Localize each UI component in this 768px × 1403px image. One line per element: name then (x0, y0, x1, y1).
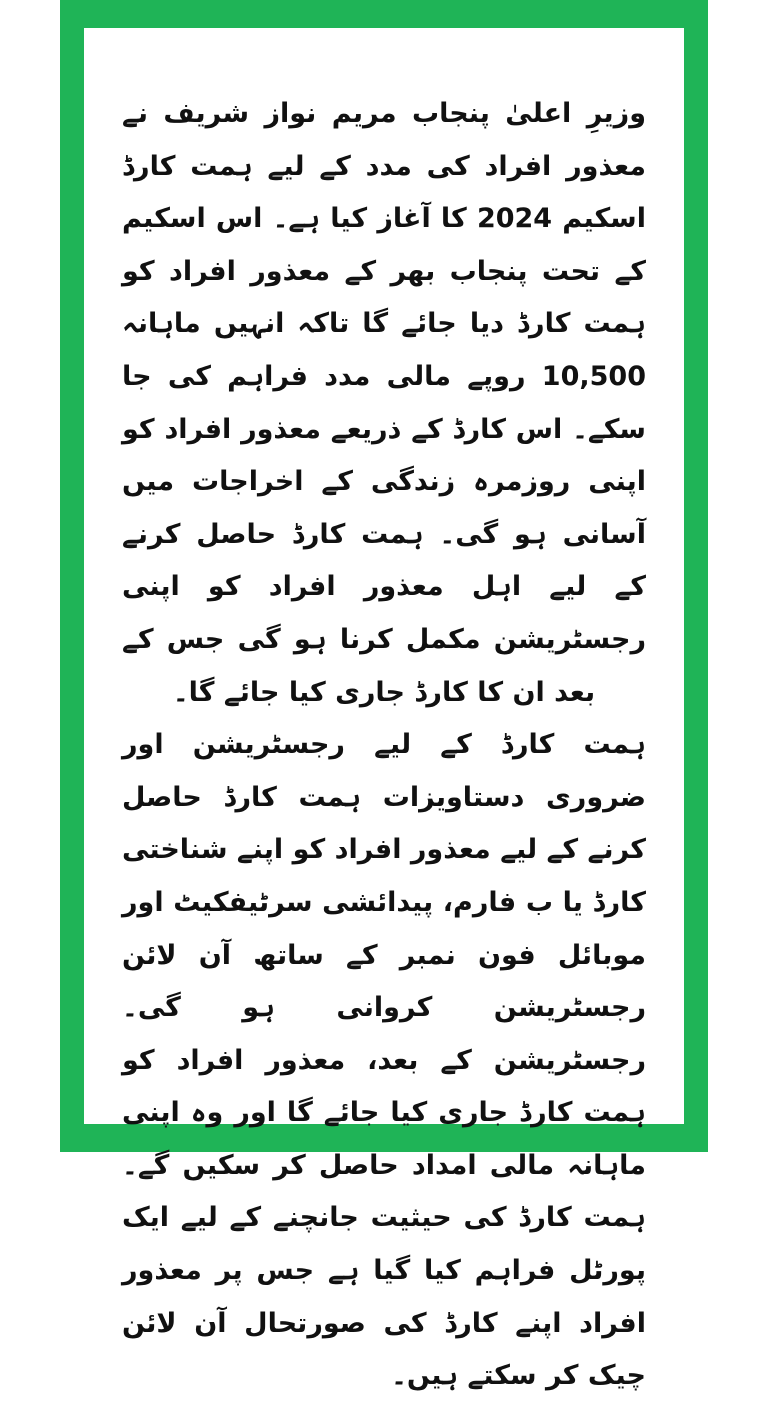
article-card (84, 28, 684, 1392)
paragraph-registration-documents: ہمت کارڈ کے لیے رجسٹریشن اور ضروری دستاویزات ہمت کارڈ حاصل کرنے کے لیے معذور افراد کو اپنے شناختی کارڈ یا ب فارم، پیدائشی سرٹیفکیٹ اور موبائل فون نمبر کے ساتھ آن لائن رجسٹریشن کروانی ہو گی۔ رجسٹریشن کے بعد، معذور افراد کو ہمت کارڈ جاری کیا جائے گا اور وہ اپنی ماہانہ مالی امداد حاصل کر سکیں گے۔ ہمت کارڈ کی حیثیت جانچنے کے لیے ایک پورٹل فراہم کیا گیا ہے جس پر معذور افراد اپنے کارڈ کی صورتحال آن لائن چیک کر سکتے ہیں۔ (122, 729, 646, 1392)
paragraph-himmat-card-scheme: وزیرِ اعلیٰ پنجاب مریم نواز شریف نے معذور افراد کی مدد کے لیے ہمت کارڈ اسکیم 2024 کا آغاز کیا ہے۔ اس اسکیم کے تحت پنجاب بھر کے معذور افراد کو ہمت کارڈ دیا جائے گا تاکہ انہیں ماہانہ 10,500 روپے مالی مدد فراہم کی جا سکے۔ اس کارڈ کے ذریعے معذور افراد کو اپنی روزمرہ زندگی کے اخراجات میں آسانی ہو گی۔ ہمت کارڈ حاصل کرنے کے لیے اہل معذور افراد کو اپنی رجسٹریشن مکمل کرنا ہو گی جس کے بعد ان کا کارڈ جاری کیا جائے گا۔ (122, 98, 646, 708)
green-border-frame (60, 0, 708, 1392)
article-body (122, 88, 646, 1403)
